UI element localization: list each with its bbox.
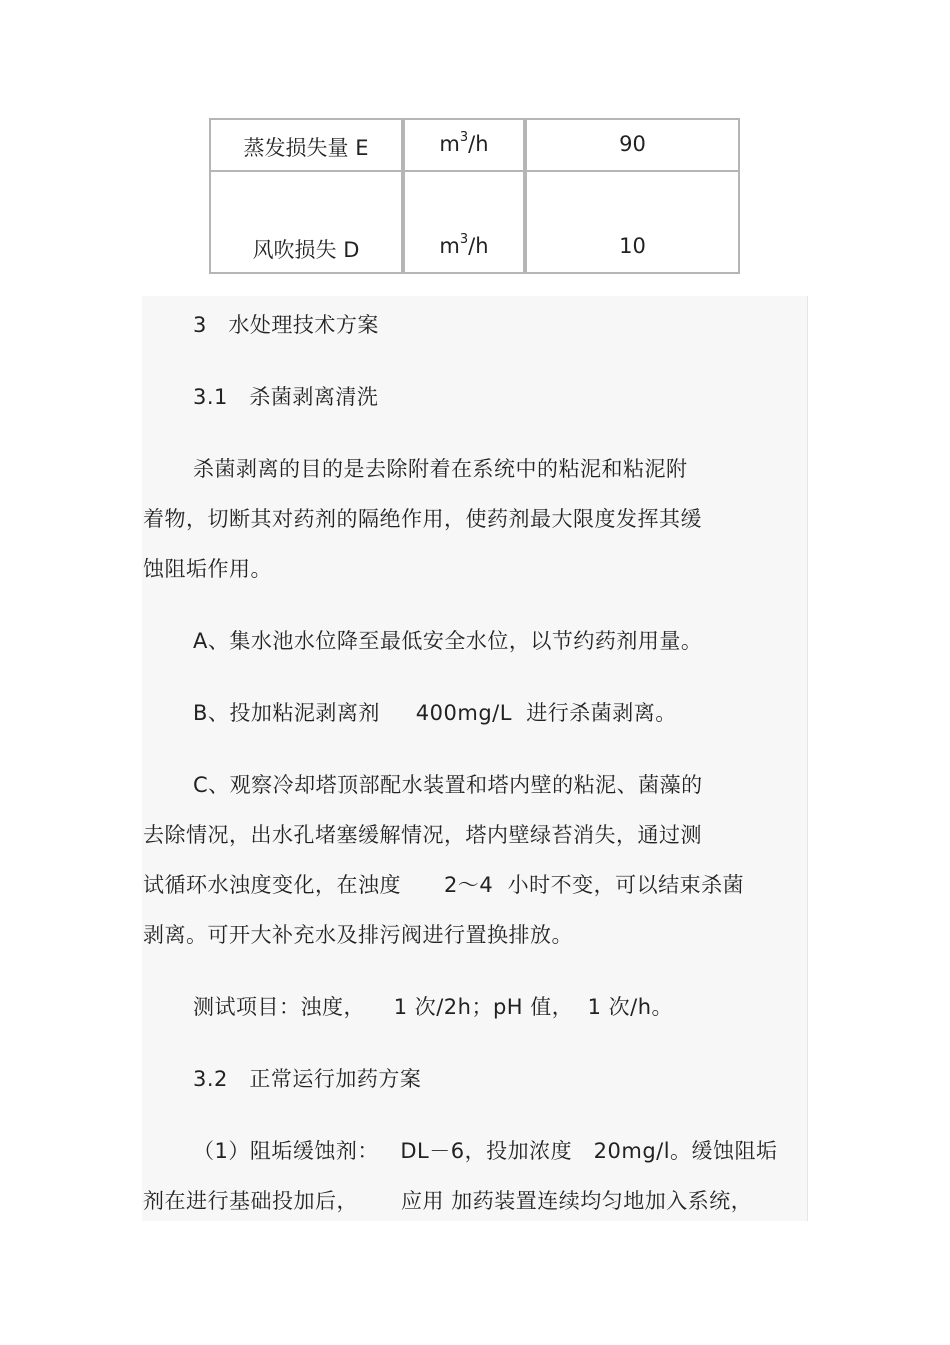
table-cell-name: 蒸发损失量 E bbox=[209, 118, 403, 172]
paragraph-line: 试循环水浊度变化，在浊度 2～4 小时不变，可以结束杀菌 bbox=[143, 873, 745, 897]
paragraph-line: 剂在进行基础投加后， 应用 加药装置连续均匀地加入系统， bbox=[143, 1189, 753, 1213]
paragraph-line: 剥离。可开大补充水及排污阀进行置换排放。 bbox=[143, 923, 573, 947]
paragraph-line: 蚀阻垢作用。 bbox=[143, 557, 272, 581]
section-heading: 3 水处理技术方案 bbox=[193, 313, 379, 337]
table-cell-unit: $m^3/h$ bbox=[403, 118, 525, 172]
table-cell-name: 风吹损失 D bbox=[209, 170, 403, 274]
step-a: A、集水池水位降至最低安全水位，以节约药剂用量。 bbox=[193, 629, 703, 653]
test-items: 测试项目：浊度， 1 次/2h；pH 值， 1 次/h。 bbox=[193, 995, 674, 1019]
step-b: B、投加粘泥剥离剂 400mg/L 进行杀菌剥离。 bbox=[193, 701, 677, 725]
subsection-heading: 3.2 正常运行加药方案 bbox=[193, 1067, 422, 1091]
table-cell-value: 90 bbox=[525, 118, 740, 172]
paragraph-line: 着物，切断其对药剂的隔绝作用，使药剂最大限度发挥其缓 bbox=[143, 507, 702, 531]
paragraph-line: 杀菌剥离的目的是去除附着在系统中的粘泥和粘泥附 bbox=[193, 457, 688, 481]
step-c: C、观察冷却塔顶部配水装置和塔内壁的粘泥、菌藻的 bbox=[193, 773, 703, 797]
table-cell-value: 10 bbox=[525, 170, 740, 274]
subsection-heading: 3.1 杀菌剥离清洗 bbox=[193, 385, 379, 409]
table-cell-unit: $m^3/h$ bbox=[403, 170, 525, 274]
paragraph-line: 去除情况，出水孔堵塞缓解情况，塔内壁绿苔消失，通过测 bbox=[143, 823, 702, 847]
paragraph-line: （1）阻垢缓蚀剂： DL－6，投加浓度 20mg/l。缓蚀阻垢 bbox=[193, 1139, 778, 1163]
